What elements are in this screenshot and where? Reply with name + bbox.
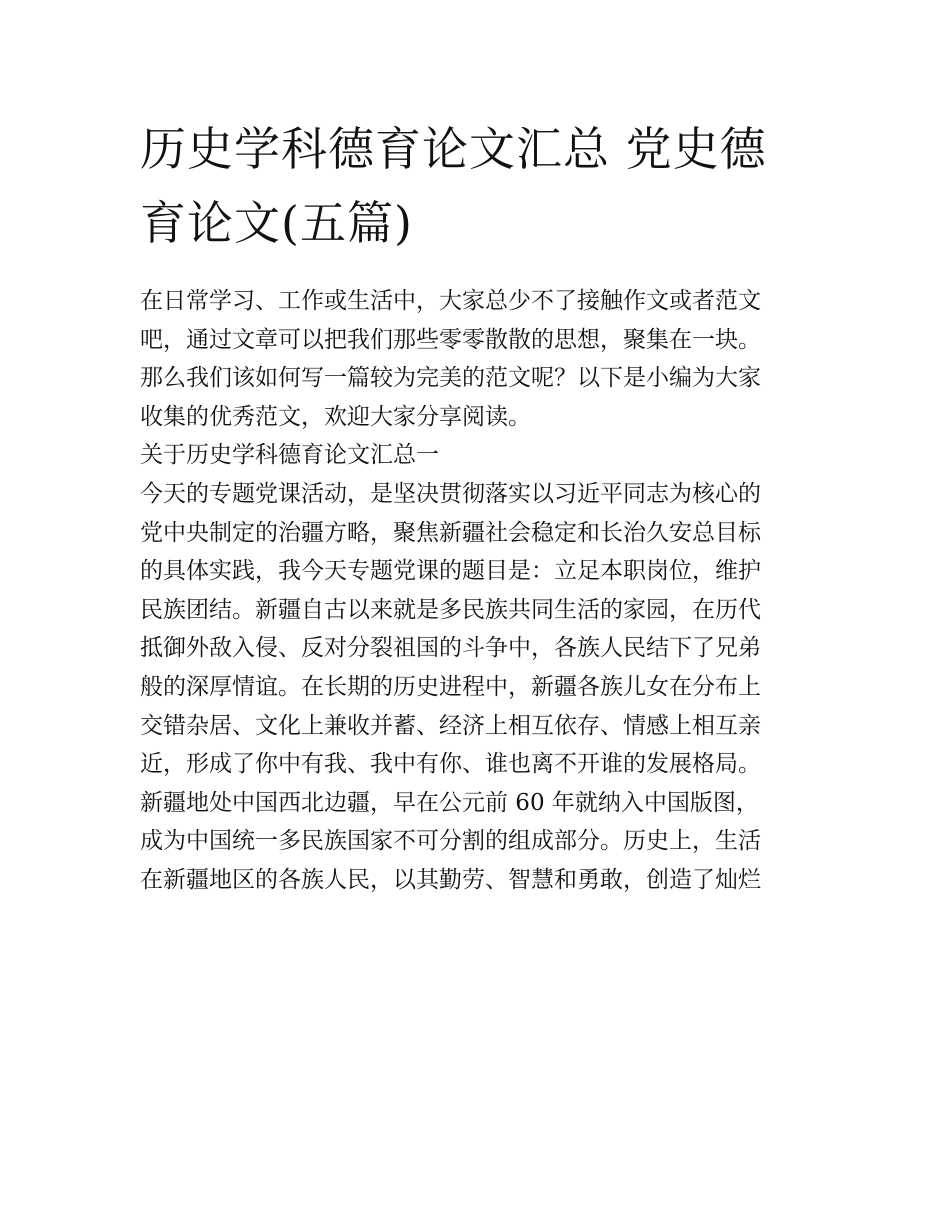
intro-line: 吧，通过文章可以把我们那些零零散散的思想，聚集在一块。 bbox=[140, 326, 761, 353]
title-line: 育论文(五篇) bbox=[140, 196, 413, 250]
paragraph-line: 成为中国统一多民族国家不可分割的组成部分。历史上，生活 bbox=[140, 828, 761, 855]
paragraph-line: 的具体实践，我今天专题党课的题目是：立足本职岗位，维护 bbox=[140, 558, 761, 585]
section-heading: 关于历史学科德育论文汇总一 bbox=[140, 442, 439, 469]
intro-line: 那么我们该如何写一篇较为完美的范文呢？以下是小编为大家 bbox=[140, 365, 761, 392]
paragraph-line: 今天的专题党课活动，是坚决贯彻落实以习近平同志为核心的 bbox=[140, 480, 761, 507]
paragraph-line: 般的深厚情谊。在长期的历史进程中，新疆各族儿女在分布上 bbox=[140, 673, 761, 700]
paragraph-line: 民族团结。新疆自古以来就是多民族共同生活的家园，在历代 bbox=[140, 596, 761, 623]
title-line: 历史学科德育论文汇总 党史德 bbox=[140, 122, 767, 176]
paragraph-line: 在新疆地区的各族人民，以其勤劳、智慧和勇敢，创造了灿烂 bbox=[140, 866, 761, 893]
paragraph-line: 抵御外敌入侵、反对分裂祖国的斗争中，各族人民结下了兄弟 bbox=[140, 635, 761, 662]
intro-line: 在日常学习、工作或生活中，大家总少不了接触作文或者范文 bbox=[140, 288, 761, 314]
intro-line: 收集的优秀范文，欢迎大家分享阅读。 bbox=[140, 403, 531, 430]
paragraph-line: 交错杂居、文化上兼收并蓄、经济上相互依存、情感上相互亲 bbox=[140, 712, 761, 739]
paragraph-line: 新疆地处中国西北边疆，早在公元前 60 年就纳入中国版图， bbox=[140, 789, 759, 816]
paragraph-line: 近，形成了你中有我、我中有你、谁也离不开谁的发展格局。 bbox=[140, 751, 761, 778]
paragraph-line: 党中央制定的治疆方略，聚焦新疆社会稳定和长治久安总目标 bbox=[140, 519, 761, 546]
document-title bbox=[140, 112, 820, 260]
document-body bbox=[140, 282, 820, 900]
